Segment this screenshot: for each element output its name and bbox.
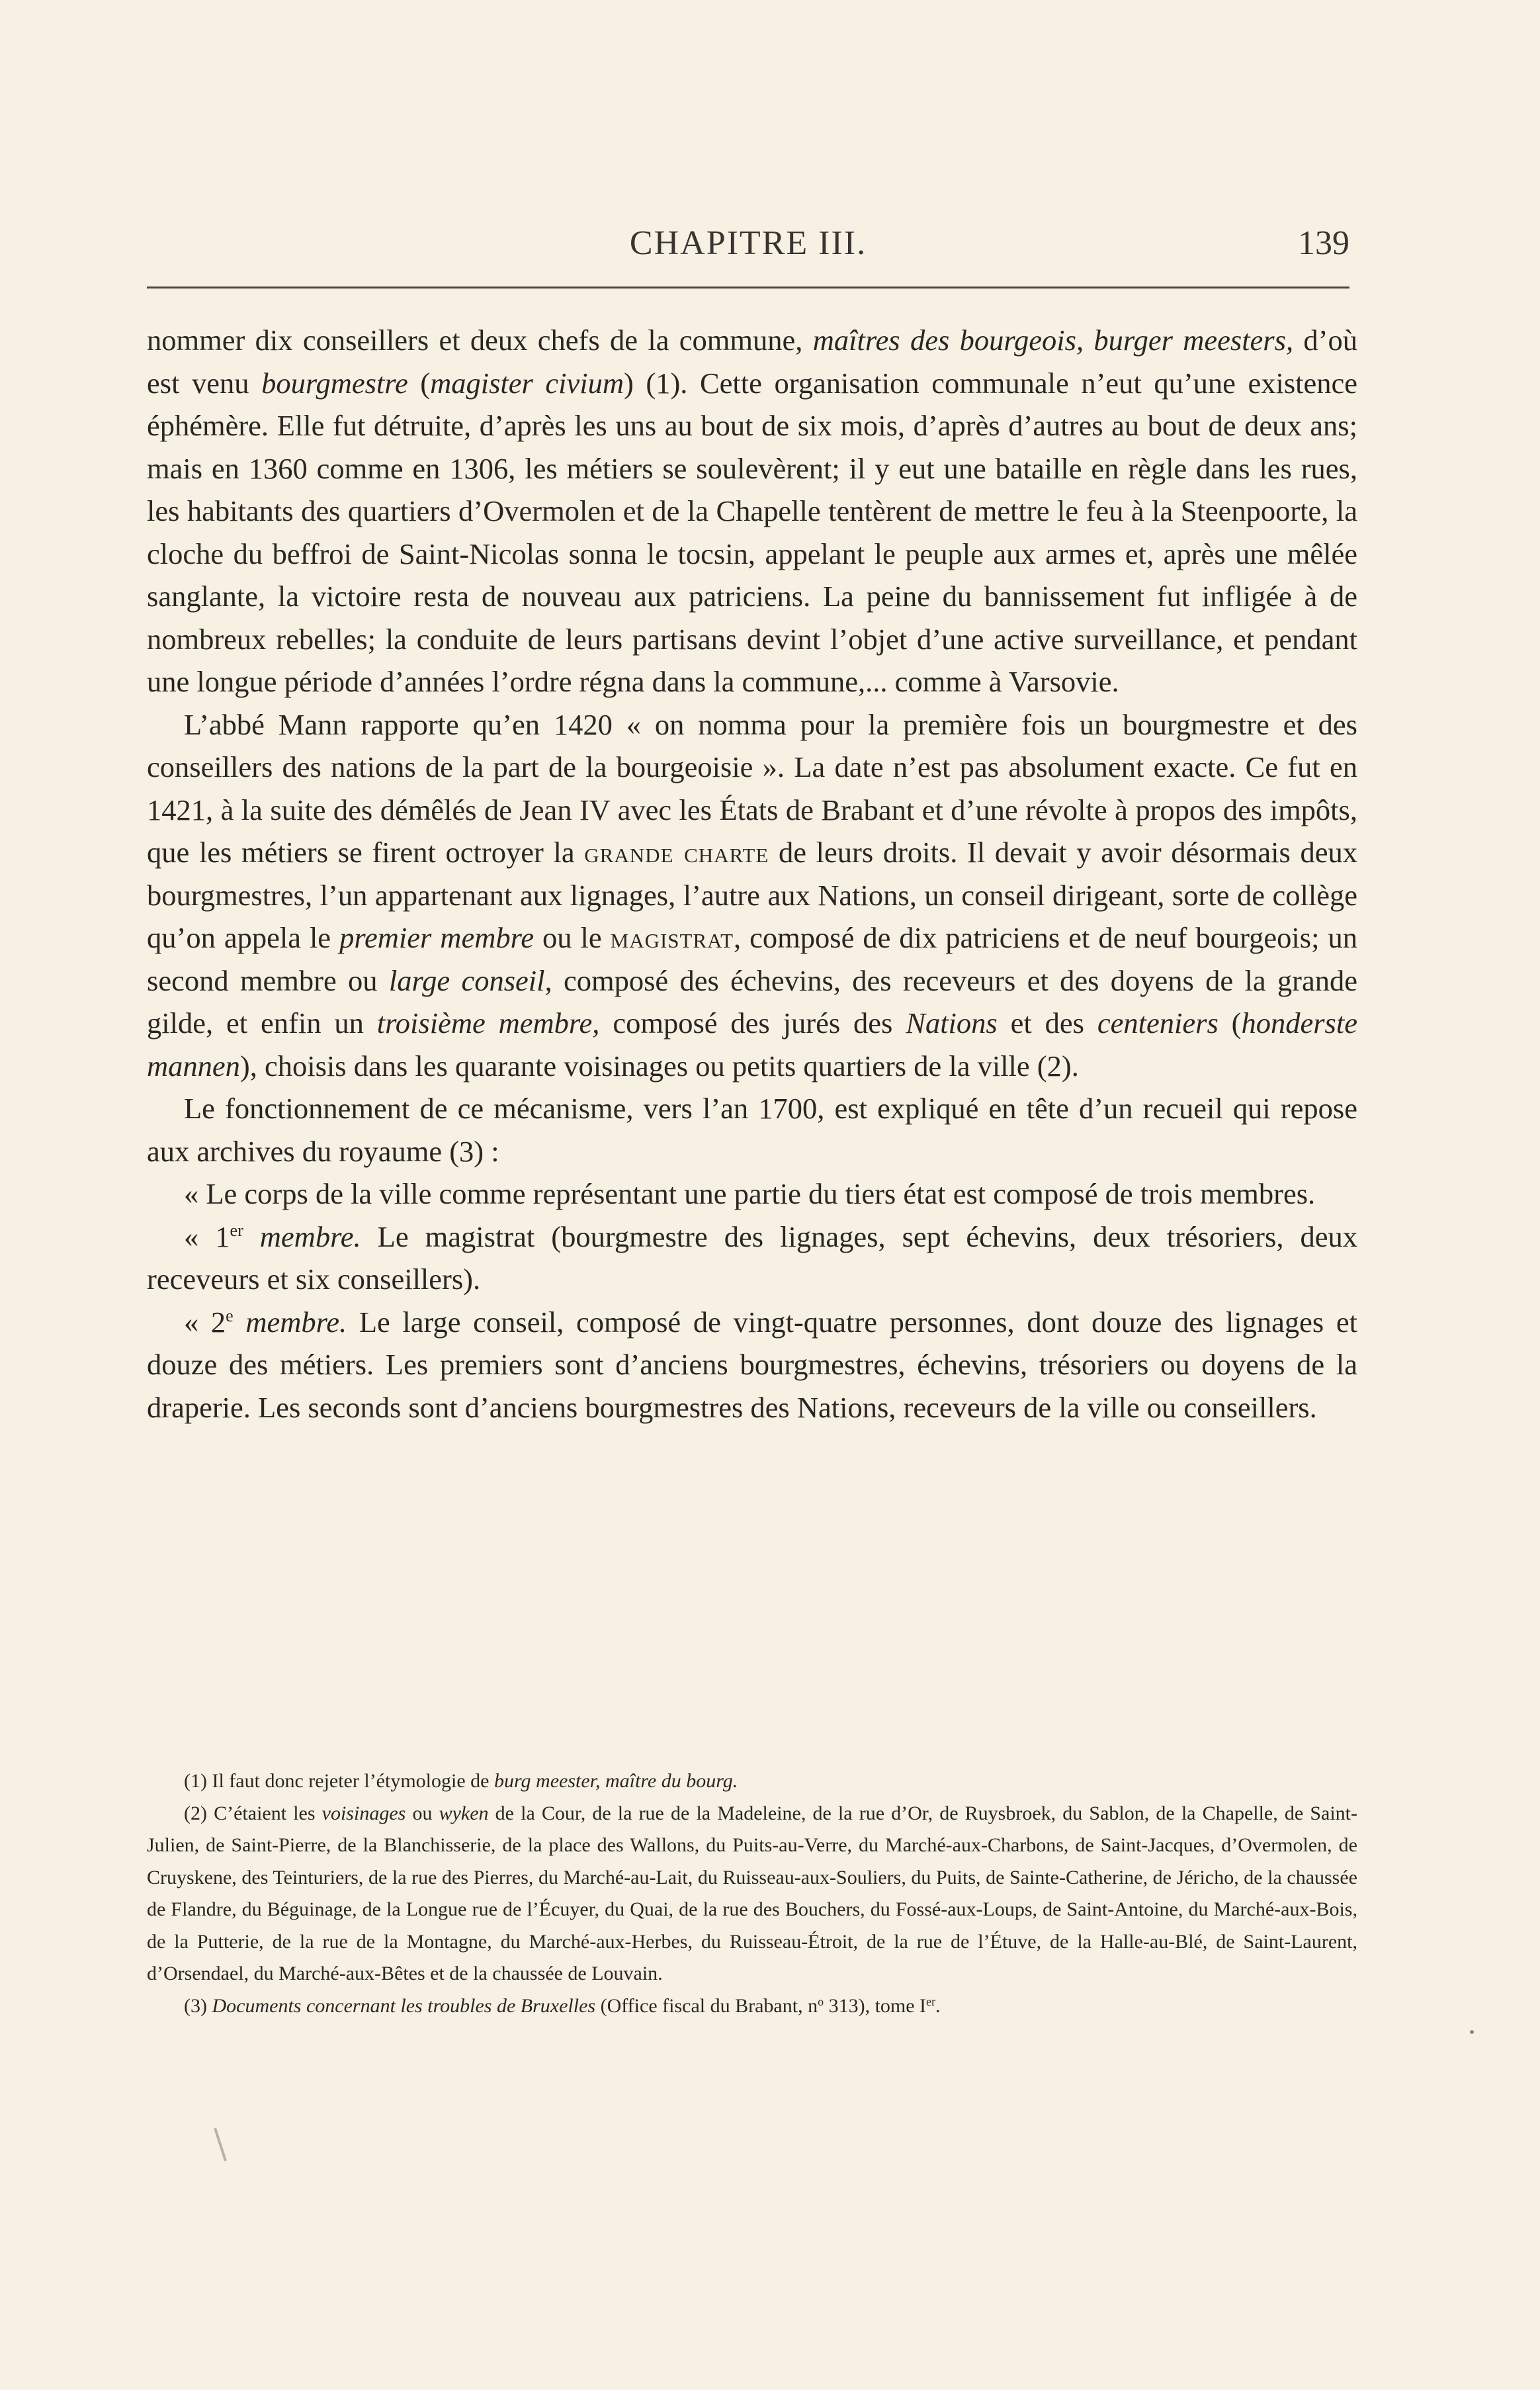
paragraph-5: « 1er membre. Le magistrat (bourgmestre des lignages, sept échevins, deux trésoriers, deux receveurs et six conseillers). [147, 1219, 1357, 1296]
paragraph-2: L’abbé Mann rapporte qu’en 1420 « on nomma pour la première fois un bourgmestre et des conseillers des nations de la part de la bourgeoisie ». La date n’est pas absolument exacte. Ce fut en 1421, à la suite des démêlés de Jean IV avec les États de Brabant et d’une révolte à propos des impôts, que les métiers se firent octroyer la grande charte de leurs droits. Il devait y avoir désormais deux bourgmestres, l’un appartenant aux lignages, l’autre aux Nations, un conseil dirigeant, sorte de collège qu’on appela le premier membre ou le magistrat, composé de dix patriciens et de neuf bourgeois; un second membre ou large conseil, composé des échevins, des receveurs et des doyens de la grande gilde, et enfin un troisième membre, composé des jurés des Nations et des centeniers (honderste mannen), choisis dans les quarante voisinages ou petits quartiers de la ville (2). [147, 707, 1358, 1083]
ink-speck [1470, 2030, 1474, 2034]
page-number: 139 [1298, 224, 1349, 262]
paragraph-6: « 2e membre. Le large conseil, composé de vingt-quatre personnes, dont douze des lignages et douze des métiers. Les premiers sont d’anciens bourgmestres, échevins, trésoriers ou doyens de la draperie. Les seconds sont d’anciens bourgmestres des Nations, receveurs de la ville ou conseillers. [147, 1305, 1357, 1424]
chapter-title: CHAPITRE III. [629, 224, 867, 262]
header-rule [147, 287, 1349, 288]
paragraph-1: nommer dix conseillers et deux chefs de la commune, maîtres des bourgeois, burger meesters, d’où est venu bourgmestre (magister civium) (1). Cette organisation communale n’eut qu’une existence éphémère. Elle fut détruite, d’après les uns au bout de six mois, d’après d’autres au bout de deux ans; mais en 1360 comme en 1306, les métiers se soulevèrent; il y eut une bataille en règle dans les rues, les habitants des quartiers d’Overmolen et de la Chapelle tentèrent de mettre le feu à la Steenpoorte, la cloche du beffroi de Saint-Nicolas sonna le tocsin, appelant le peuple aux armes et, après une mêlée sanglante, la victoire resta de nouveau aux patriciens. La peine du bannissement fut infligée à de nombreux rebelles; la conduite de leurs partisans devint l’objet d’une active surveillance, et pendant une longue période d’années l’ordre régna dans la commune,... comme à Varsovie. [147, 324, 1358, 698]
footnote-3: (3) Documents concernant les troubles de Bruxelles (Office fiscal du Brabant, $n^o$ 313), tome Ier. [184, 1994, 941, 2017]
footnote-1: (1) Il faut donc rejeter l’étymologie de burg meester, maître du bourg. [184, 1770, 738, 1792]
running-header [147, 224, 1349, 277]
main-text [147, 319, 1357, 1429]
paragraph-4: « Le corps de la ville comme représentant une partie du tiers état est composé de trois membres. [184, 1177, 1316, 1210]
footnote-2: (2) C’étaient les voisinages ou wyken de la Cour, de la rue de la Madeleine, de la rue d’Or, de Ruysbroek, du Sablon, de la Chapelle, de Saint-Julien, de Saint-Pierre, de la Blanchisserie, de la place des Wallons, du Puits-au-Verre, du Marché-aux-Charbons, de Saint-Jacques, d’Overmolen, de Cruyskene, des Teinturiers, de la rue des Pierres, du Marché-au-Lait, du Ruisseau-aux-Souliers, du Puits, de Sainte-Catherine, de Jéricho, de la chaussée de Flandre, du Béguinage, de la Longue rue de l’Écuyer, du Quai, de la rue des Bouchers, du Fossé-aux-Loups, de Saint-Antoine, du Marché-aux-Bois, de la Putterie, de la rue de la Montagne, du Marché-aux-Herbes, du Ruisseau-Étroit, de la rue de l’Étuve, de la Halle-au-Blé, de Saint-Laurent, d’Orsendael, du Marché-aux-Bêtes et de la chaussée de Louvain. [147, 1802, 1357, 1984]
footnotes [147, 1765, 1357, 2022]
pencil-mark [214, 2128, 227, 2162]
paragraph-3: Le fonctionnement de ce mécanisme, vers l’an 1700, est expliqué en tête d’un recueil qui repose aux archives du royaume (3) : [147, 1092, 1357, 1168]
